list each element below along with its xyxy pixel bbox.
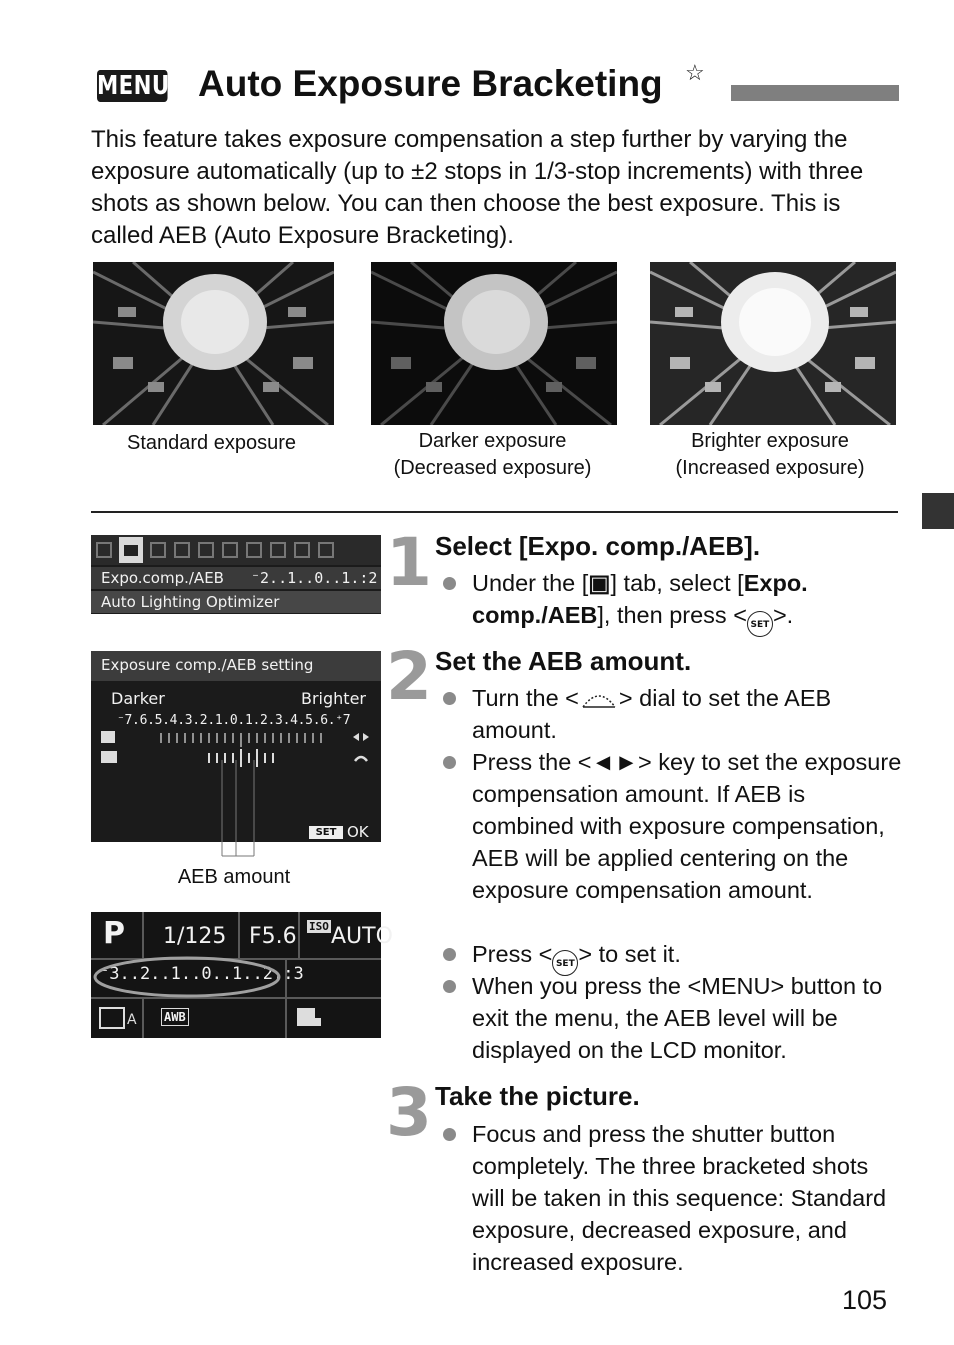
text-run: ], then press < bbox=[597, 602, 747, 628]
shutter-speed: 1/125 bbox=[163, 924, 227, 949]
shooting-tab-icon: ▣ bbox=[588, 570, 611, 596]
step-1-bullet-1 bbox=[472, 567, 902, 637]
picture-style-icon bbox=[99, 1006, 139, 1030]
bullet-dot bbox=[443, 756, 456, 769]
text-run: Under the [ bbox=[472, 570, 589, 596]
bullet-dot bbox=[443, 1128, 456, 1141]
text-run: >. bbox=[772, 602, 794, 628]
step-number-3: 3 bbox=[386, 1074, 432, 1151]
menu-item-expo-comp: Expo.comp./AEB bbox=[101, 569, 224, 587]
bullet-dot bbox=[443, 692, 456, 705]
svg-text:A: A bbox=[127, 1012, 137, 1028]
bullet-dot bbox=[443, 577, 456, 590]
aeb-highlight-ellipse bbox=[91, 954, 291, 1000]
step-1-heading: Select [Expo. comp./AEB]. bbox=[435, 531, 761, 561]
title-decorative-bar bbox=[731, 85, 899, 101]
text-run: ] tab, select [ bbox=[610, 570, 744, 596]
photo-caption-darker bbox=[371, 428, 614, 482]
photo-caption-brighter bbox=[650, 428, 890, 482]
advanced-feature-star-icon: ☆ bbox=[685, 60, 705, 85]
darker-exposure-photo bbox=[371, 262, 617, 425]
text-run: Turn the < bbox=[472, 685, 579, 711]
screen-title: Exposure comp./AEB setting bbox=[101, 656, 314, 674]
set-button-icon: SET bbox=[309, 826, 343, 839]
main-dial-icon bbox=[579, 687, 619, 709]
standard-exposure-photo bbox=[93, 262, 334, 425]
text-run: > dial to set the AEB amount. bbox=[472, 685, 832, 743]
exposure-scale: ⁻7.6.5.4.3.2.1.0.1.2.3.4.5.6.⁺7 bbox=[117, 713, 351, 728]
step-number-1: 1 bbox=[386, 524, 432, 601]
bullet-dot bbox=[443, 948, 456, 961]
chapter-thumb-tab bbox=[922, 493, 954, 529]
aeb-level-scale: ⁻3..2..1..0..1..2.:3 bbox=[99, 964, 304, 984]
intro-paragraph: This feature takes exposure compensation a step further by varying the exposure automatically (up to ±2 stops in 1/3-stop increments) with three shots as shown below. You can then choose the best exposure. This is called AEB (Auto Exposure Bracketing). bbox=[91, 126, 864, 249]
step-number-2: 2 bbox=[386, 638, 432, 715]
text-run: > to set it. bbox=[578, 941, 681, 967]
page-number: 105 bbox=[842, 1285, 888, 1315]
text-run: Press < bbox=[472, 941, 553, 967]
brighter-label: Brighter bbox=[301, 689, 366, 708]
caption-line: Standard exposure bbox=[126, 432, 296, 454]
step-3-heading: Take the picture. bbox=[435, 1081, 640, 1111]
iso-icon: ISO bbox=[309, 920, 329, 933]
auto-lighting-optimizer-icon bbox=[295, 1006, 325, 1030]
brighter-exposure-photo bbox=[650, 262, 896, 425]
bullet-dot bbox=[443, 980, 456, 993]
caption-line: (Increased exposure) bbox=[675, 457, 865, 479]
photo-caption-standard bbox=[93, 430, 330, 457]
menu-item-auto-lighting: Auto Lighting Optimizer bbox=[101, 593, 280, 611]
shooting-settings-screen bbox=[91, 912, 393, 1038]
page-title: Auto Exposure Bracketing bbox=[198, 63, 663, 104]
step-2-bullet-2: Press the <◄►> key to set the exposure compensation amount. If AEB is combined with exposure compensation, AEB will be applied centering on the exposure compensation amount. bbox=[472, 749, 902, 903]
menu-tab-strip bbox=[91, 535, 381, 565]
step-2-heading: Set the AEB amount. bbox=[435, 646, 692, 676]
menu-tab-icon: MENU bbox=[97, 71, 170, 101]
aeb-amount-leader-lines bbox=[218, 760, 258, 860]
step-2-bullet-1 bbox=[472, 682, 902, 746]
white-balance-icon: AWB bbox=[161, 1008, 189, 1026]
caption-line: Darker exposure bbox=[418, 430, 567, 452]
menu-screen-expo-comp bbox=[91, 535, 381, 614]
step-3-bullet-1: Focus and press the shutter button completely. The three bracketed shots will be taken in this sequence: Standard exposure, decreased exposure, and increased exposure. bbox=[472, 1121, 887, 1275]
iso-value: AUTO bbox=[331, 924, 393, 949]
shooting-mode: P bbox=[103, 916, 125, 951]
ok-label: OK bbox=[347, 823, 369, 841]
section-divider bbox=[91, 511, 898, 513]
set-button-icon: SET bbox=[552, 950, 578, 976]
darker-label: Darker bbox=[111, 689, 165, 708]
aeb-amount-label: AEB amount bbox=[177, 866, 291, 888]
caption-line: Brighter exposure bbox=[691, 430, 849, 452]
aperture: F5.6 bbox=[249, 924, 297, 949]
menu-item-name: Expo. comp./AEB bbox=[472, 570, 808, 628]
caption-line: (Decreased exposure) bbox=[393, 457, 592, 479]
step-2-bullet-4: When you press the <MENU> button to exit the menu, the AEB level will be displayed on the LCD monitor. bbox=[472, 973, 883, 1063]
set-button-icon: SET bbox=[747, 611, 773, 637]
menu-item-expo-comp-value: ⁻2..1..0..1.:2 bbox=[251, 569, 378, 587]
